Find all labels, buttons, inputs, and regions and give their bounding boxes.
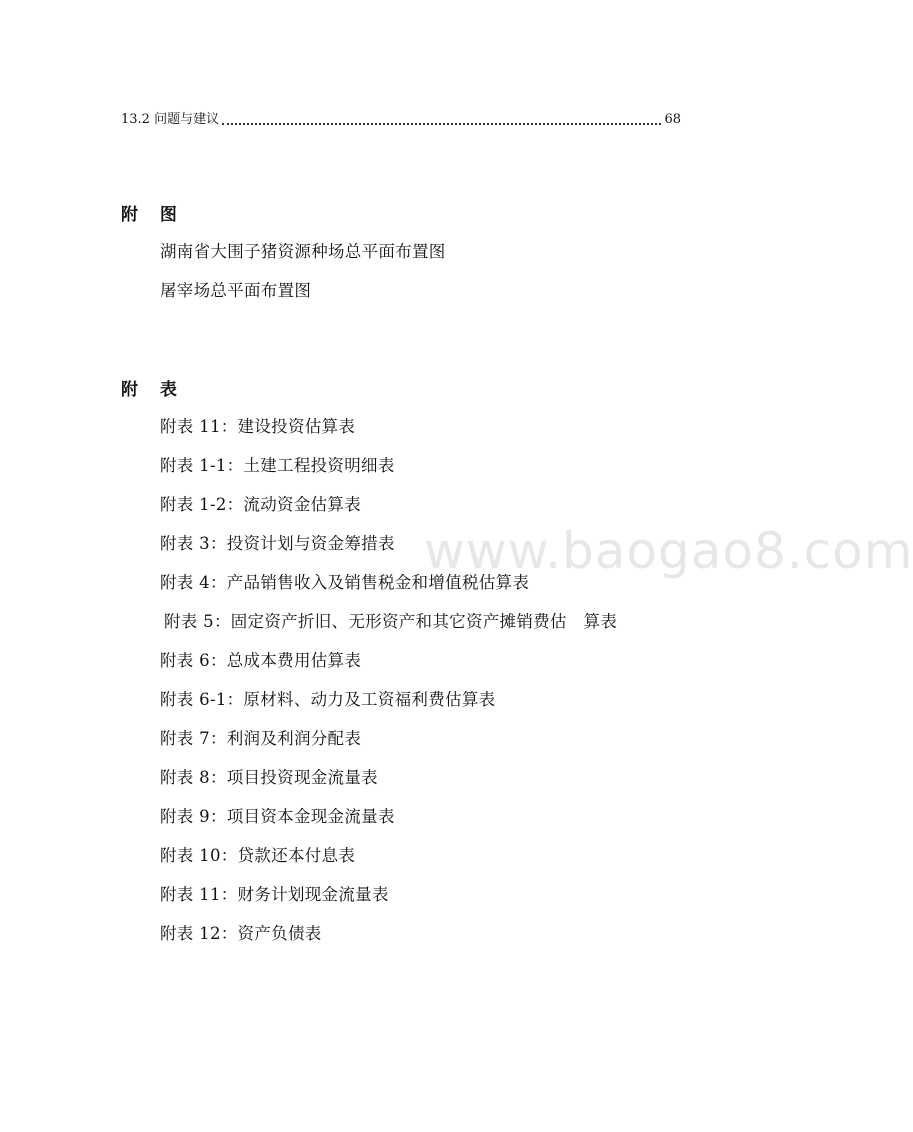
figure-item: 湖南省大围子猪资源种场总平面布置图 [160,242,446,261]
table-item: 附表 7：利润及利润分配表 [160,729,362,748]
toc-entry-page-number: 68 [664,112,681,127]
table-item: 附表 9：项目资本金现金流量表 [160,807,395,826]
table-item: 附表 10：贷款还本付息表 [160,846,356,865]
table-item: 附表 5：固定资产折旧、无形资产和其它资产摊销费估 算表 [164,612,618,631]
toc-entry[interactable] [121,108,681,130]
table-item: 附表 6：总成本费用估算表 [160,651,362,670]
table-item: 附表 11：财务计划现金流量表 [160,885,389,904]
toc-entry-title: 13.2 问题与建议 [121,112,220,127]
table-item: 附表 1-1：土建工程投资明细表 [160,456,395,475]
table-item: 附表 11：建设投资估算表 [160,417,356,436]
toc-leader-dots [222,123,661,125]
watermark-text: www.baogao8.com [424,522,913,580]
table-item: 附表 8：项目投资现金流量表 [160,768,378,787]
table-item: 附表 4：产品销售收入及销售税金和增值税估算表 [160,573,530,592]
table-item: 附表 12：资产负债表 [160,924,322,943]
table-item: 附表 6-1：原材料、动力及工资福利费估算表 [160,690,496,709]
figure-item: 屠宰场总平面布置图 [160,281,312,300]
table-item: 附表 1-2：流动资金估算表 [160,495,362,514]
figures-heading: 附 图 [121,205,185,225]
table-item: 附表 3：投资计划与资金筹措表 [160,534,395,553]
tables-heading: 附 表 [121,380,185,400]
